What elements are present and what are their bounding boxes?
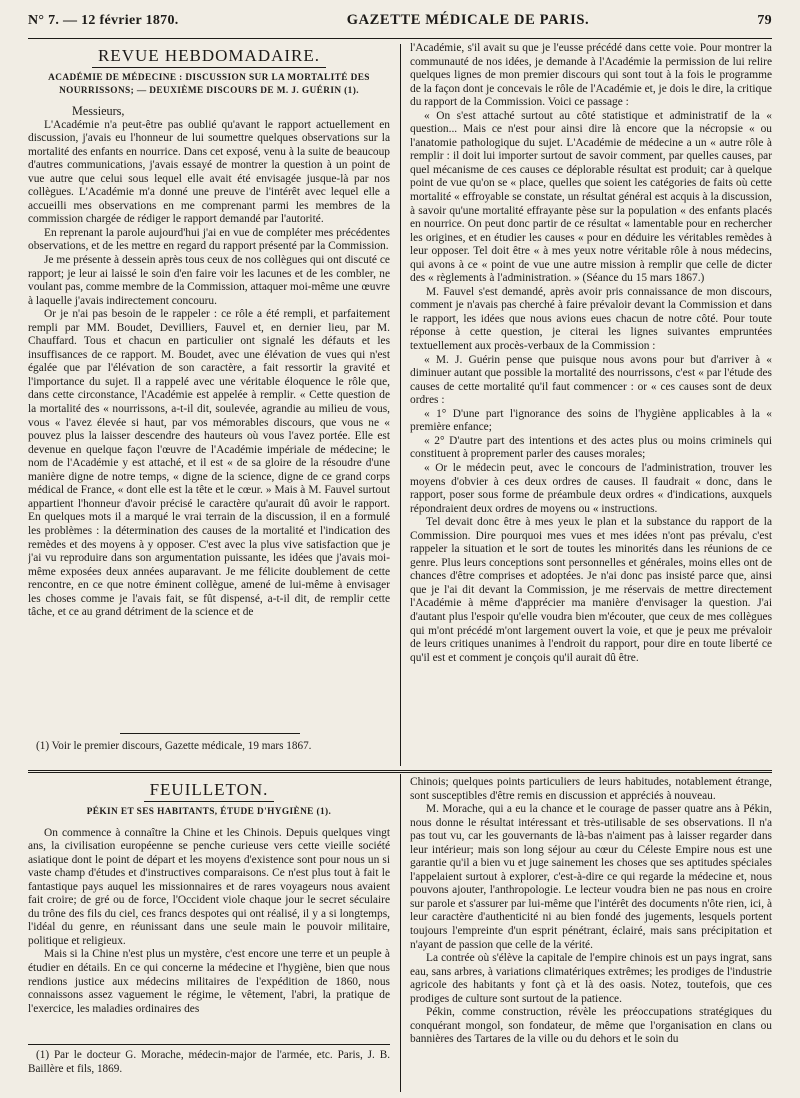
revue-quote: « On s'est attaché surtout au côté statistique et administratif de la « question... Mais ce n'est pour ainsi dire là encore que la nécropsie « ou l'anatomie pathologique du sujet. L'Académie de médecine a un « autre rôle à remplir : il doit lui importer surtout de savoir comment, par quelles causes, par quel mécanisme de ces causes ce déplorable résultat est produit; car à quelque point de vue qu'on se « place, quelles que soient les catégories de faits où cette mortalité « effroyable se constate, un résultat général est acquis à la discussion, à savoir qu'une mortalité effrayante pèse sur la population « des enfants placés en nourrice. On peut donc partir de ce résultat « lamentable pour en rechercher les origines, et en étudier les causes « pour en déduire les véritables remèdes à leur opposer. Tel doit être « à mes yeux notre véritable rôle à nous médecins, qui avons à ce « point de vue une autre mission à remplir que celle de dicter des « règlements à l'administration. » (Séance du 15 mars 1867.) [410, 109, 772, 285]
footnote-separator [120, 733, 300, 734]
revue-quote: « M. J. Guérin pense que puisque nous avons pour but d'arriver à « diminuer autant que possible la mortalité des nourrissons, c'est « par l'étude des causes de cette mortalité qu'il faut commencer : or « ces causes sont de deux ordres : [410, 353, 772, 407]
feuilleton-paragraph: M. Morache, qui a eu la chance et le courage de passer quatre ans à Pékin, nous donne le résultat intéressant et très-utilisable de ses observations. Il n'a pas tout vu, car les gouvernants de là-bas n'aiment pas à laisser regarder dans leur intérieur; mais son long séjour au cœur du Céleste Empire nous est une garantie qu'il a bien vu et juge sainement les choses que ses aptitudes spéciales l'appelaient surtout à explorer, c'est-à-dire ce qui regarde la médecine et, nous pouvons ajouter, l'anthropologie. Le lecteur voudra bien ne pas nous en croire sur parole et s'assurer par lui-même que l'intérêt des documents n'ôte rien, ici, à leur caractère d'authenticité ni au bien fondé des jugements, lesquels portent toujours l'empreinte d'un esprit pénétrant, éclairé, mais sans précipitation et n'ayant de passion que celle de la vérité. [410, 803, 772, 951]
revue-paragraph: l'Académie, s'il avait su que je l'eusse précédé dans cette voie. Pour montrer la communauté de nos idées, je demande à l'Académie la permission de lui relire quelques lignes de mon premier discours qui sont tout à la fois le programme de la façon dont je concevais le rôle de l'Académie et, je dois le dire, la critique du rapport de la Commission. Voici ce passage : [410, 42, 772, 109]
revue-quote: « 2° D'autre part des intentions et des actes plus ou moins criminels qui constituent à proprement parler des causes morales; [410, 434, 772, 461]
revue-paragraph: L'Académie n'a peut-être pas oublié qu'avant le rapport actuellement en discussion, j'avais eu l'honneur de lui soumettre quelques observations sur la mortalité des enfants en nourrice. Dans cet exposé, venu à la suite de beaucoup d'autres communications, j'avais essayé de montrer la question à un point de vue autre que celui sous lequel elle avait été envisagée jusque-là par nos collègues. L'Académie m'a donné une preuve de l'intérêt avec lequel elle a accueilli mes observations en me comprenant parmi les membres de la commission chargée de rédiger le rapport demandé par l'autorité. [28, 118, 390, 226]
feuilleton-paragraph: La contrée où s'élève la capitale de l'empire chinois est un pays ingrat, sans eau, sans arbres, à variations climatériques extrêmes; les prodiges de l'industrie agricole des habitants y font çà et là des oasis. Notez, toutefois, que ces prodiges de culture sont surtout de la patience. [410, 952, 772, 1005]
feuilleton-left-column [28, 778, 390, 1038]
page-number: 79 [757, 13, 772, 28]
revue-quote: « 1° D'une part l'ignorance des soins de l'hygiène applicables à la « première enfance; [410, 407, 772, 434]
revue-paragraph: M. Fauvel s'est demandé, après avoir pris connaissance de mon discours, comment je n'avais pas cherché à faire prévaloir devant la Commission et dans le rapport, les idées que nous avions eues chacun de notre côté. Pour toute réponse à cette question, je citerai les lignes suivantes empruntées textuellement aux procès-verbaux de la Commission : [410, 285, 772, 353]
feuilleton-column-divider [400, 774, 401, 1092]
revue-title: REVUE HEBDOMADAIRE. [28, 46, 390, 66]
revue-quote: « Or le médecin peut, avec le concours de l'administration, trouver les moyens d'obvier à ces deux ordres de causes. Il faudrait « donc, dans le rapport, poser sous forme de préambule deux ordres « d'indications, auxquels répondraient deux ordres de moyens ou « instructions. [410, 461, 772, 515]
feuilleton-paragraph: On commence à connaître la Chine et les Chinois. Depuis quelques vingt ans, la civilisation européenne se penche curieuse vers cette vieille société asiatique dont le point de départ et les moyens d'existence sont pour nous un si vaste champ d'études et d'instructives comparaisons. Ce n'est plus tout à fait le fantastique pays auquel les missionnaires et de rares voyageurs nous avaient fait croire; de gré ou de force, l'Occident viole chaque jour le secret séculaire du trône des fils du ciel, ces francs despotes qui ont réalisé, il y a si longtemps, l'idéal du genre, en réunissant dans une seule main le pouvoir militaire, politique et religieux. [28, 826, 390, 947]
feuilleton-paragraph: Chinois; quelques points particuliers de leurs habitudes, notablement étrange, sont susceptibles d'être remis en discussion et appréciés à nouveau. [410, 776, 772, 802]
journal-title: GAZETTE MÉDICALE DE PARIS. [346, 12, 590, 28]
column-divider [400, 44, 401, 766]
revue-paragraph: Or je n'ai pas besoin de le rappeler : ce rôle a été rempli, et parfaitement rempli par MM. Boudet, Devilliers, Fauvel et, en dernier lieu, par M. Chauffard. Tous et chacun en particulier ont signalé les défauts et les insuffisances de ce rapport. M. Boudet, avec une élévation de vues qui n'est égalée que par l'élévation de son caractère, a fait ressortir la gravité et l'importance du sujet. Il a rappelé avec une véritable éloquence le rôle que, dans cette circonstance, l'Académie est appelée à remplir. « Cette question de la mortalité des « nourrissons, a-t-il dit, soulevée, agrandie au milieu de vous, vous « l'avez élevée si haut, par vos mémorables discours, que vous ne « pouvez plus la laisser descendre des hauteurs où vous l'avez portée. Elle est devenue en quelque façon l'œuvre de l'Académie impériale de médecine; le nom de l'Académie y est attaché, et il est « de sa gloire de la résoudre d'une manière digne de notre temps, « digne de la science, digne de ce grand corps médical de France, « dont elle est la tête et le cœur. » Mais à M. Fauvel surtout appartient l'honneur d'avoir précisé le caractère qu'aurait dû avoir le rapport. En quelques mots il a marqué le vrai terrain de la discussion, il en a formulé les problèmes : la détermination des causes de la mortalité et l'indication des remèdes et des moyens à y opposer. C'est avec la plus vive satisfaction que je j'ai vu reproduire dans son argumentation puissante, les idées que j'avais moi-même exposées deux années auparavant. Je me félicite doublement de cette rencontre, en ce que notre éminent collègue, amené de lui-même à envisager les choses comme je l'avais fait, se fût dispensé, a-t-il dit, de remplir cette tâche, et ce au grand détriment de la science et de [28, 308, 390, 619]
feuilleton-paragraph: Mais si la Chine n'est plus un mystère, c'est encore une terre et un peuple à étudier en détails. En ce qui concerne la médecine et l'hygiène, bien que nous rendions justice aux médecins militaires de l'expédition de 1860, nous connaissons assez vaguement le régime, le vêtement, l'abri, la pratique de l'exercice, les maladies ordinaires des [28, 948, 390, 1015]
revue-subhead: ACADÉMIE DE MÉDECINE : DISCUSSION SUR LA MORTALITÉ DES NOURRISSONS; — DEUXIÈME DISCOURS DE M. J. GUÉRIN (1). [48, 73, 370, 96]
revue-paragraph: Tel devait donc être à mes yeux le plan et la substance du rapport de la Commission. Dire pourquoi mes vues et mes idées n'ont pas prévalu, c'est rappeler la situation et le sort de toutes les minorités dans les réunions de ce genre. Plus leurs conceptions sont personnelles et générales, moins elles ont de chances d'être comprises et adoptées. Je n'ai donc pas insisté parce que, ainsi que je l'ai dit devant la Commission, je me réservais de mettre directement l'Académie à même d'apprécier ma manière d'envisager la question. J'ai d'autant plus l'espoir qu'elle voudra bien m'écouter, que ceux de mes collègues qui m'ont précédé m'ont largement ouvert la voie, et que je peux me prévaloir de leurs critiques unanimes à l'endroit du rapport, pour dire en toute liberté ce qu'il est et comment je conçois qu'il aurait dû être. [410, 516, 772, 664]
issue-date: N° 7. — 12 février 1870. [28, 13, 179, 28]
section-separator [28, 770, 772, 773]
feuilleton-title: FEUILLETON. [28, 780, 390, 800]
feuilleton-paragraph: Pékin, comme construction, révèle les préoccupations stratégiques du conquérant mongol, son fondateur, de même que l'organisation en clans ou bannières des Tartares de la ville ou du dehors et le soin du [410, 1006, 772, 1046]
running-header [28, 12, 772, 36]
feuilleton-subhead: PÉKIN ET SES HABITANTS, ÉTUDE D'HYGIÈNE (1). [86, 807, 332, 817]
revue-footnote: (1) Voir le premier discours, Gazette médicale, 19 mars 1867. [36, 740, 312, 752]
header-rule [28, 38, 772, 39]
revue-paragraph: En reprenant la parole aujourd'hui j'ai en vue de compléter mes précédentes observations, et de les mettre en regard du rapport présenté par la Commission. [28, 226, 390, 253]
feuilleton-right-column [410, 776, 772, 1094]
revue-paragraph: Je me présente à dessein après tous ceux de nos collègues qui ont discuté ce rapport; je leur ai laissé le soin d'en faire voir les lacunes et de les combler, ne voulant pas, comme membre de la Commission, attaquer moi-même une œuvre à laquelle j'avais indirectement concouru. [28, 254, 390, 307]
revue-left-column [28, 44, 390, 726]
salutation: Messieurs, [72, 104, 125, 118]
revue-right-column [410, 42, 772, 766]
feuilleton-footnote-separator [28, 1044, 390, 1045]
feuilleton-footnote: (1) Par le docteur G. Morache, médecin-major de l'armée, etc. Paris, J. B. Baillère et fils, 1869. [28, 1049, 390, 1075]
